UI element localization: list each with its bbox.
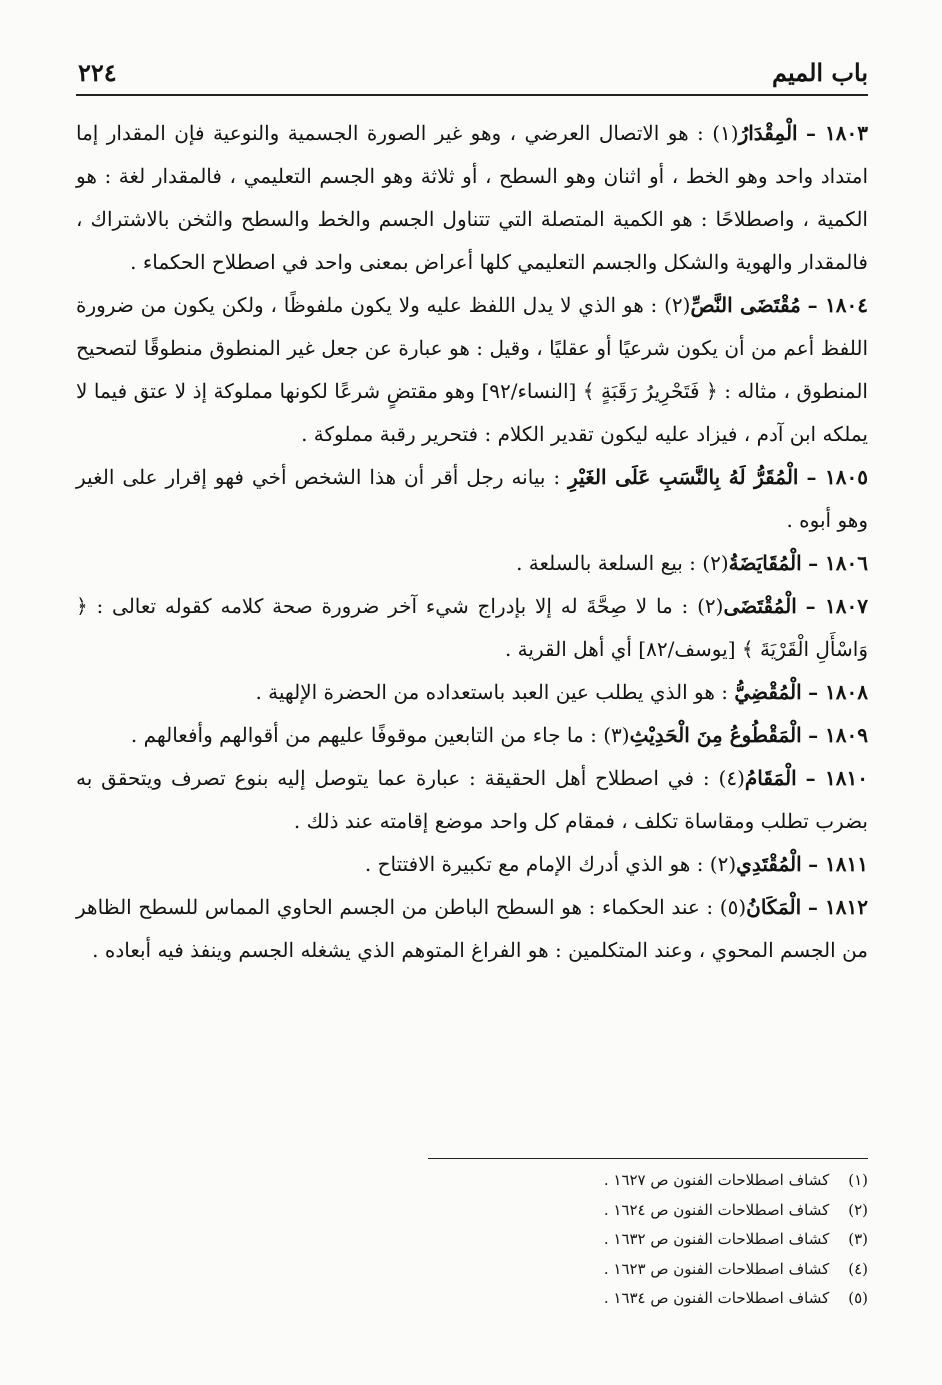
- entry-number: ١٨٠٤ –: [807, 293, 869, 317]
- entry-term: الْمَكَانُ: [746, 895, 802, 919]
- footnote-text: كشاف اصطلاحات الفنون ص ١٦٢٤ .: [603, 1200, 830, 1219]
- entry-definition: : هو الذي أدرك الإمام مع تكبيرة الافتتاح .: [364, 852, 704, 876]
- footnote: [368, 1166, 868, 1196]
- entry: [76, 886, 868, 972]
- footnote-text: كشاف اصطلاحات الفنون ص ١٦٣٢ .: [603, 1230, 830, 1248]
- entry-term: الْمُقْتَدِي: [736, 852, 802, 876]
- footnote-ref: (٢): [709, 852, 737, 876]
- footnote-text: كشاف اصطلاحات الفنون ص ١٦٢٣ .: [603, 1259, 830, 1278]
- entry-number: ١٨١٠ –: [805, 766, 869, 790]
- entry-definition: : بيع السلعة بالسلعة .: [516, 551, 696, 575]
- entry: [76, 714, 868, 757]
- footnote: [368, 1255, 868, 1285]
- entry-definition: : ما لا صِحَّةَ له إلا بإدراج شيء آخر ضرورة صحة كلامه كقوله تعالى : ﴿ وَاسْأَلِ الْقَرْيَةَ ﴾ [يوسف/٨٢] أي أهل القرية .: [76, 594, 868, 661]
- footnote-ref: (١): [712, 121, 739, 145]
- entry: [76, 757, 868, 843]
- footnote-text: كشاف اصطلاحات الفنون ص ١٦٢٧ .: [603, 1171, 830, 1189]
- footnote-number: (٥): [848, 1289, 868, 1307]
- entry-term: الْمُقَرُّ لَهُ بِالنَّسَبِ عَلَى الغَيْرِ: [568, 465, 799, 489]
- page-number: ٢٢٤: [78, 58, 117, 87]
- footnote-divider: [428, 1158, 868, 1159]
- main-text: [76, 112, 868, 972]
- footnote-ref: (٥): [719, 895, 747, 919]
- entry-definition: : عند الحكماء : هو السطح الباطن من الجسم الحاوي المماس للسطح الظاهر من الجسم المحوي ، وعند المتكلمين : هو الفراغ المتوهم الذي يشغله الجسم وينفذ فيه أبعاده .: [76, 895, 868, 962]
- entry-number: ١٨٠٥ –: [806, 465, 869, 489]
- entry-number: ١٨٠٧ –: [805, 594, 869, 618]
- entry-term: الْمِقْدَارُ: [738, 121, 798, 145]
- entry: [76, 456, 868, 542]
- entry: [76, 671, 868, 714]
- entry-term: الْمَقْطُوعُ مِنَ الْحَدِيْثِ: [629, 723, 802, 747]
- footnote-number: (٢): [848, 1200, 868, 1219]
- entry-definition: : هو الذي يطلب عين العبد باستعداده من الحضرة الإلهية .: [255, 680, 728, 704]
- page-header: [76, 56, 868, 96]
- footnote-ref: (٢): [697, 594, 724, 618]
- entry: [76, 112, 868, 284]
- footnote: [368, 1225, 868, 1255]
- footnote-number: (١): [848, 1171, 868, 1189]
- entry-definition: : هو الذي لا يدل اللفظ عليه ولا يكون ملفوظًا ، ولكن يكون من ضرورة اللفظ أعم من أن يكون شرعيًا أو عقليًا ، وقيل : هو عبارة عن جعل غير المنطوق منطوقًا لتصحيح المنطوق ، مثاله : ﴿ فَتَحْرِيرُ رَقَبَةٍ ﴾ [النساء/٩٢] وهو مقتضٍ شرعًا لكونها مملوكة إذ لا عتق فيما لا يملكه ابن آدم ، فيزاد عليه ليكون تقدير الكلام : فتحرير رقبة مملوكة .: [76, 293, 868, 446]
- entry-term: الْمَقَامُ: [744, 766, 797, 790]
- footnote-text: كشاف اصطلاحات الفنون ص ١٦٣٤ .: [603, 1289, 830, 1307]
- entry: [76, 843, 868, 886]
- entry-number: ١٨٠٦ –: [808, 551, 868, 575]
- footnote: [368, 1196, 868, 1226]
- entry-number: ١٨١١ –: [808, 852, 868, 876]
- entry: [76, 542, 868, 585]
- entry-definition: : هو الاتصال العرضي ، وهو غير الصورة الجسمية والنوعية فإن المقدار إما امتداد واحد وهو الخط ، أو اثنان وهو السطح ، أو ثلاثة وهو الجسم التعليمي ، فالمقدار لغة : هو الكمية ، واصطلاحًا : هو الكمية المتصلة التي تتناول الجسم والخط والسطح والثخن بالاشتراك ، فالمقدار والهوية والشكل والجسم التعليمي كلها أعراض بمعنى واحد في اصطلاح الحكماء .: [76, 121, 868, 274]
- chapter-title: باب الميم: [771, 58, 868, 87]
- entry-number: ١٨٠٨ –: [808, 680, 868, 704]
- entry-term: الْمُقْتَضَى: [723, 594, 797, 618]
- entry-term: مُقْتَضَى النَّصِّ: [690, 293, 801, 317]
- entry-definition: : ما جاء من التابعين موقوفًا عليهم من أقوالهم وأفعالهم .: [130, 723, 597, 747]
- entry-number: ١٨٠٣ –: [806, 121, 868, 145]
- entry-definition: : في اصطلاح أهل الحقيقة : عبارة عما يتوصل إليه بنوع تصرف ويتحقق به بضرب تطلب ومقاساة تكلف ، فمقام كل واحد موضع إقامته عند ذلك .: [76, 766, 868, 833]
- footnote-ref: (٢): [702, 551, 729, 575]
- footnotes: [368, 1166, 868, 1314]
- entry-number: ١٨٠٩ –: [808, 723, 868, 747]
- entry: [76, 284, 868, 456]
- footnote-ref: (٣): [603, 723, 630, 747]
- footnote-ref: (٢): [664, 293, 691, 317]
- footnote-number: (٤): [848, 1259, 868, 1278]
- entry: [76, 585, 868, 671]
- footnote: [368, 1284, 868, 1314]
- footnote-number: (٣): [848, 1230, 868, 1248]
- entry-definition: : بيانه رجل أقر أن هذا الشخص أخي فهو إقرار على الغير وهو أبوه .: [76, 465, 868, 532]
- entry-term: الْمُقَايَضَةُ: [728, 551, 802, 575]
- entry-term: الْمُقْضِيُّ: [734, 680, 802, 704]
- footnote-ref: (٤): [718, 766, 745, 790]
- entry-number: ١٨١٢ –: [807, 895, 869, 919]
